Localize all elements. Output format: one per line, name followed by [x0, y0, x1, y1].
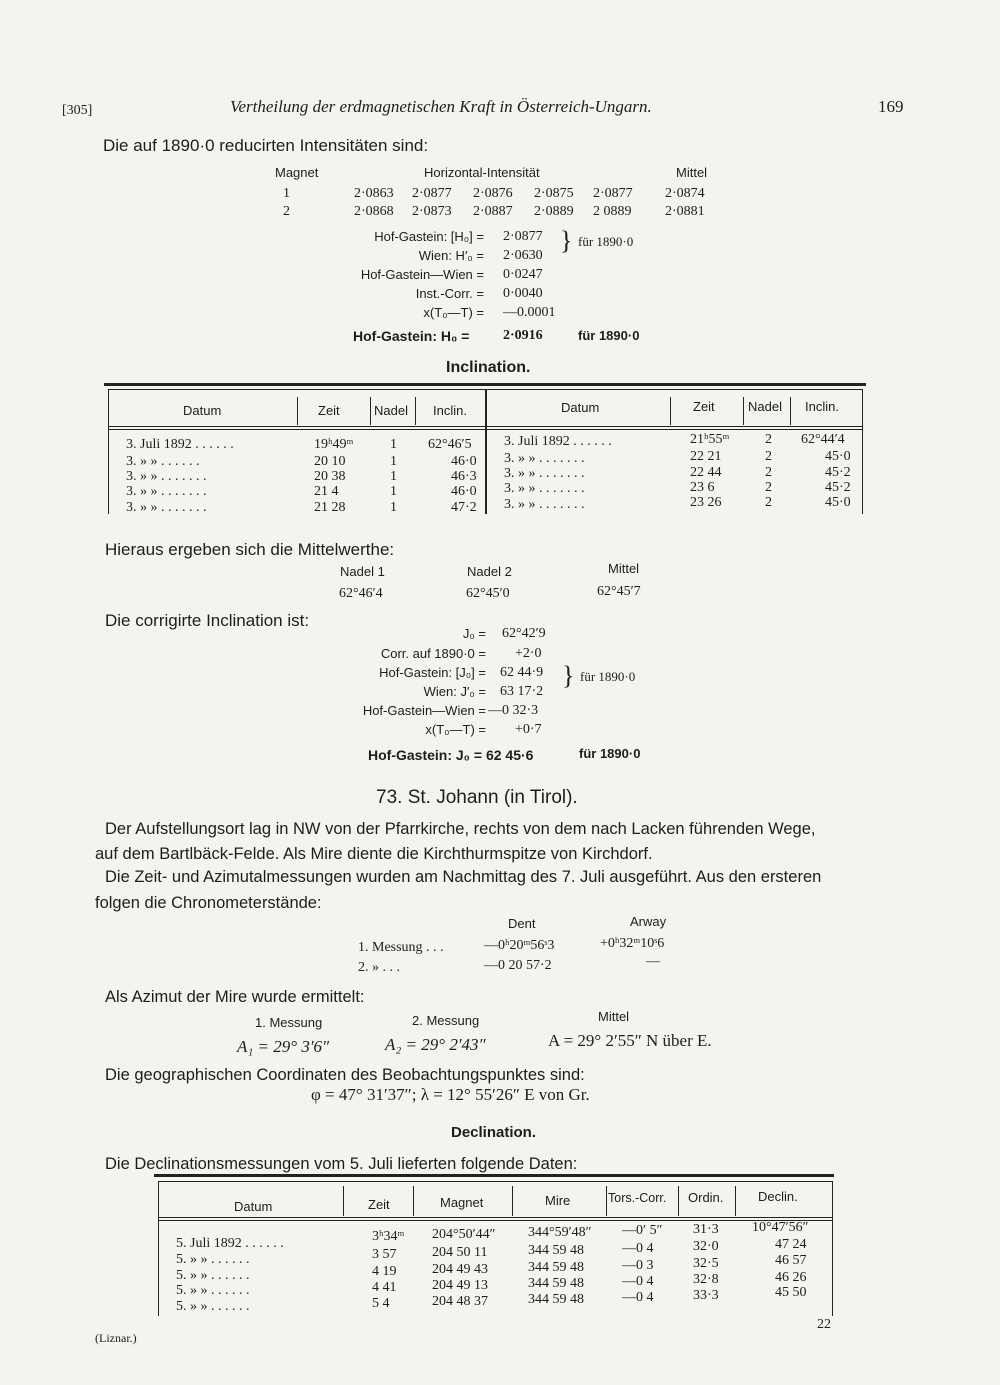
- calc-value: 62 44·9: [500, 665, 544, 680]
- table-cell: 23 26: [690, 495, 722, 510]
- corr-intro: Die corrigirte Inclination ist:: [105, 611, 310, 630]
- running-title: Vertheilung der erdmagnetischen Kraft in Österreich-Ungarn.: [230, 97, 652, 116]
- table-cell: 32·8: [693, 1272, 719, 1287]
- paragraph: Der Aufstellungsort lag in NW von der Pfarrkirche, rechts von dem nach Lacken führenden Wege,: [105, 820, 816, 838]
- mittel-head: Mittel: [608, 561, 640, 576]
- table-cell: 2·0877: [412, 186, 452, 201]
- th-magnet: Magnet: [440, 1195, 484, 1210]
- table-cell: 2·0875: [534, 186, 574, 201]
- calc-value: 63 17·2: [500, 684, 544, 699]
- result-fuer: für 1890·0: [579, 746, 641, 761]
- table-cell: 344 59 48: [528, 1243, 584, 1258]
- col-mittel: Mittel: [676, 165, 708, 180]
- paragraph: folgen die Chronometerstände:: [95, 894, 322, 912]
- az-value: A = 29° 2′55″ N über E.: [548, 1031, 712, 1050]
- chrono-head: Dent: [508, 916, 536, 931]
- calc-label: Wien: J′₀ =: [423, 684, 486, 699]
- table-cell: 2·0868: [354, 204, 394, 219]
- table-cell: 46·3: [451, 469, 477, 484]
- table-cell: 1. Messung . . .: [358, 940, 444, 955]
- table-cell: 3. » » . . . . . . .: [504, 451, 585, 466]
- calc-value: 2·0877: [503, 229, 543, 244]
- table-cell: —0ʰ20ᵐ56ˢ3: [484, 938, 555, 953]
- fuer-label: für 1890·0: [580, 669, 636, 684]
- th-nadel: Nadel: [748, 399, 782, 414]
- table-cell: 5. Juli 1892 . . . . . .: [176, 1236, 284, 1251]
- calc-value: +2·0: [515, 646, 542, 661]
- table-cell: 45·0: [825, 449, 851, 464]
- table-cell: 3. » » . . . . . . .: [504, 481, 585, 496]
- az-head: Mittel: [598, 1009, 630, 1024]
- table-cell: 10°47′56″: [752, 1220, 809, 1235]
- table-cell: 3. » » . . . . . . .: [126, 469, 207, 484]
- th-zeit: Zeit: [693, 399, 715, 414]
- table-cell: —: [646, 954, 660, 969]
- table-cell: 33·3: [693, 1288, 719, 1303]
- calc-value: 2·0630: [503, 248, 543, 263]
- table-cell: 62°44′4: [801, 432, 845, 447]
- calc-value: 0·0040: [503, 286, 543, 301]
- th-nadel: Nadel: [374, 403, 408, 418]
- table-cell: 3. » » . . . . . . .: [126, 500, 207, 515]
- table-cell: —0′ 5″: [622, 1223, 663, 1238]
- calc-value: —0.0001: [503, 305, 556, 320]
- az-value: A₁ = 29° 3′6″: [237, 1037, 330, 1056]
- table-cell: 344 59 48: [528, 1276, 584, 1291]
- calc-label: Wien: H′₀ =: [418, 248, 484, 263]
- table-cell: 21 4: [314, 484, 339, 499]
- geo-intro: Die geographischen Coordinaten des Beobachtungspunktes sind:: [105, 1066, 585, 1084]
- calc-label: Inst.-Corr. =: [415, 286, 484, 301]
- intensity-intro: Die auf 1890·0 reducirten Intensitäten sind:: [103, 136, 429, 155]
- brace: }: [560, 226, 573, 255]
- th-datum: Datum: [234, 1199, 273, 1214]
- table-cell: 22 21: [690, 449, 722, 464]
- table-cell: 3ʰ34ᵐ: [372, 1229, 405, 1244]
- az-value: A₂ = 29° 2′43″: [385, 1035, 486, 1054]
- table-cell: —0 3: [622, 1258, 654, 1273]
- fuer-label: für 1890·0: [578, 234, 634, 249]
- table-cell: 2: [765, 465, 772, 480]
- table-cell: 2: [765, 432, 772, 447]
- decl-intro: Die Declinationsmessungen vom 5. Juli lieferten folgende Daten:: [105, 1155, 578, 1173]
- table-cell: 2·0874: [665, 186, 705, 201]
- table-cell: 3. » » . . . . . .: [126, 454, 200, 469]
- table-cell: 2·0873: [412, 204, 452, 219]
- page-number: 169: [878, 97, 904, 116]
- result-value: 2·0916: [503, 328, 543, 343]
- result-fuer: für 1890·0: [578, 328, 640, 343]
- table-cell: 204 49 13: [432, 1278, 488, 1293]
- table-cell: 5. » » . . . . . .: [176, 1283, 250, 1298]
- paragraph: Die Zeit- und Azimutalmessungen wurden am Nachmittag des 7. Juli ausgeführt. Aus den ersteren: [105, 868, 822, 886]
- table-cell: 2: [765, 480, 772, 495]
- table-cell: 32·5: [693, 1256, 719, 1271]
- table-cell: 2 0889: [593, 204, 632, 219]
- paragraph: auf dem Bartlbäck-Felde. Als Mire diente die Kirchthurmspitze von Kirchdorf.: [95, 845, 653, 863]
- table-cell: 204 48 37: [432, 1294, 488, 1309]
- table-cell: 2·0876: [473, 186, 513, 201]
- calc-value: 0·0247: [503, 267, 543, 282]
- table-cell: 2: [765, 495, 772, 510]
- table-cell: 62°46′5: [428, 437, 472, 452]
- calc-label: Hof-Gastein: [J₀] =: [379, 665, 486, 680]
- table-cell: +0ʰ32ᵐ10ˢ6: [600, 936, 665, 951]
- table-cell: 2·0877: [593, 186, 633, 201]
- table-cell: 204 50 11: [432, 1245, 488, 1260]
- brace: }: [562, 661, 575, 690]
- table-cell: 5 4: [372, 1296, 390, 1311]
- table-cell: 344 59 48: [528, 1260, 584, 1275]
- table-cell: 5. » » . . . . . .: [176, 1268, 250, 1283]
- az-head: 2. Messung: [412, 1013, 480, 1028]
- table-cell: 1: [390, 469, 397, 484]
- azimut-intro: Als Azimut der Mire wurde ermittelt:: [105, 988, 365, 1006]
- table-cell: 5. » » . . . . . .: [176, 1252, 250, 1267]
- section-title: Declination.: [451, 1124, 537, 1141]
- table-cell: 46·0: [451, 454, 477, 469]
- result-label: Hof-Gastein: H₀ =: [353, 328, 470, 344]
- table-cell: 45·2: [825, 465, 851, 480]
- table-cell: 2: [765, 449, 772, 464]
- table-cell: 23 6: [690, 480, 715, 495]
- table-cell: 1: [390, 454, 397, 469]
- result-label: Hof-Gastein: J₀ = 62 45·6: [368, 747, 534, 763]
- table-cell: 46 26: [775, 1270, 807, 1285]
- table-cell: 22 44: [690, 465, 722, 480]
- mittel-value: 62°45′0: [466, 586, 510, 601]
- table-cell: 4 19: [372, 1264, 397, 1279]
- calc-label: x(T₀—T) =: [425, 722, 486, 737]
- col-horizontal: Horizontal-Intensität: [424, 165, 540, 180]
- th-datum: Datum: [183, 403, 222, 418]
- table-cell: 45 50: [775, 1285, 807, 1300]
- calc-label: Hof-Gastein—Wien =: [360, 267, 484, 282]
- geo-coordinates: φ = 47° 31′37″; λ = 12° 55′26″ E von Gr.: [311, 1085, 590, 1104]
- calc-label: J₀ =: [462, 626, 486, 641]
- mittel-head: Nadel 1: [340, 564, 385, 579]
- table-cell: 2. » . . .: [358, 960, 400, 975]
- signature-number: 22: [817, 1317, 831, 1332]
- table-cell: 3. » » . . . . . . .: [504, 466, 585, 481]
- table-cell: 1: [390, 500, 397, 515]
- calc-label: Corr. auf 1890·0 =: [380, 646, 486, 661]
- section-title: Inclination.: [446, 359, 531, 376]
- table-cell: 19ʰ49ᵐ: [314, 437, 354, 452]
- calc-value: 62°42′9: [502, 626, 546, 641]
- table-cell: 5. » » . . . . . .: [176, 1299, 250, 1314]
- table-cell: 3. » » . . . . . . .: [504, 497, 585, 512]
- table-cell: 204°50′44″: [432, 1227, 496, 1242]
- table-cell: 2·0887: [473, 204, 513, 219]
- table-cell: 4 41: [372, 1280, 397, 1295]
- table-cell: 2·0889: [534, 204, 574, 219]
- th-zeit: Zeit: [318, 403, 340, 418]
- table-cell: —0 20 57·2: [484, 958, 552, 973]
- col-magnet: Magnet: [275, 165, 319, 180]
- chrono-head: Arway: [630, 914, 667, 929]
- station-title: 73. St. Johann (in Tirol).: [376, 787, 578, 808]
- table-cell: —0 4: [622, 1290, 654, 1305]
- table-cell: 45·0: [825, 495, 851, 510]
- th-mire: Mire: [545, 1193, 571, 1208]
- table-cell: 32·0: [693, 1239, 719, 1254]
- table-cell: 344 59 48: [528, 1292, 584, 1307]
- table-cell: 47 24: [775, 1237, 807, 1252]
- th-inclin: Inclin.: [805, 399, 839, 414]
- calc-label: x(T₀—T) =: [423, 305, 484, 320]
- table-cell: —0 4: [622, 1274, 654, 1289]
- table-cell: 1: [390, 484, 397, 499]
- table-cell: 47·2: [451, 500, 477, 515]
- th-datum: Datum: [561, 400, 600, 415]
- table-cell: 1: [283, 186, 290, 201]
- table-cell: 3 57: [372, 1247, 397, 1262]
- table-cell: 2·0863: [354, 186, 394, 201]
- mittel-intro: Hieraus ergeben sich die Mittelwerthe:: [105, 540, 395, 559]
- mittel-value: 62°46′4: [339, 586, 383, 601]
- az-head: 1. Messung: [255, 1015, 323, 1030]
- table-cell: 1: [390, 437, 397, 452]
- table-cell: —0 4: [622, 1241, 654, 1256]
- table-cell: 2·0881: [665, 204, 705, 219]
- table-cell: 45·2: [825, 480, 851, 495]
- calc-value: +0·7: [515, 722, 542, 737]
- table-cell: 2: [283, 204, 290, 219]
- table-cell: 3. » » . . . . . . .: [126, 484, 207, 499]
- calc-label: Hof-Gastein: [H₀] =: [374, 229, 484, 244]
- mittel-value: 62°45′7: [597, 584, 641, 599]
- table-cell: 344°59′48″: [528, 1225, 592, 1240]
- table-cell: 21 28: [314, 500, 346, 515]
- th-inclin: Inclin.: [433, 403, 467, 418]
- header-ref: [305]: [62, 103, 93, 118]
- table-cell: 21ʰ55ᵐ: [690, 432, 730, 447]
- table-cell: 46 57: [775, 1253, 807, 1268]
- th-torscorr: Tors.-Corr.: [608, 1191, 667, 1205]
- calc-label: Hof-Gastein—Wien =: [362, 703, 486, 718]
- table-cell: 46·0: [451, 484, 477, 499]
- table-cell: 3. Juli 1892 . . . . . .: [504, 434, 612, 449]
- table-cell: 3. Juli 1892 . . . . . .: [126, 437, 234, 452]
- table-cell: 31·3: [693, 1222, 719, 1237]
- footer-author: (Liznar.): [95, 1331, 137, 1345]
- table-cell: 20 10: [314, 454, 346, 469]
- th-ordin: Ordin.: [688, 1190, 724, 1205]
- table-cell: 20 38: [314, 469, 346, 484]
- calc-value: —0 32·3: [488, 703, 539, 718]
- table-cell: 204 49 43: [432, 1262, 488, 1277]
- th-declin: Declin.: [758, 1189, 798, 1204]
- mittel-head: Nadel 2: [467, 564, 512, 579]
- th-zeit: Zeit: [368, 1197, 390, 1212]
